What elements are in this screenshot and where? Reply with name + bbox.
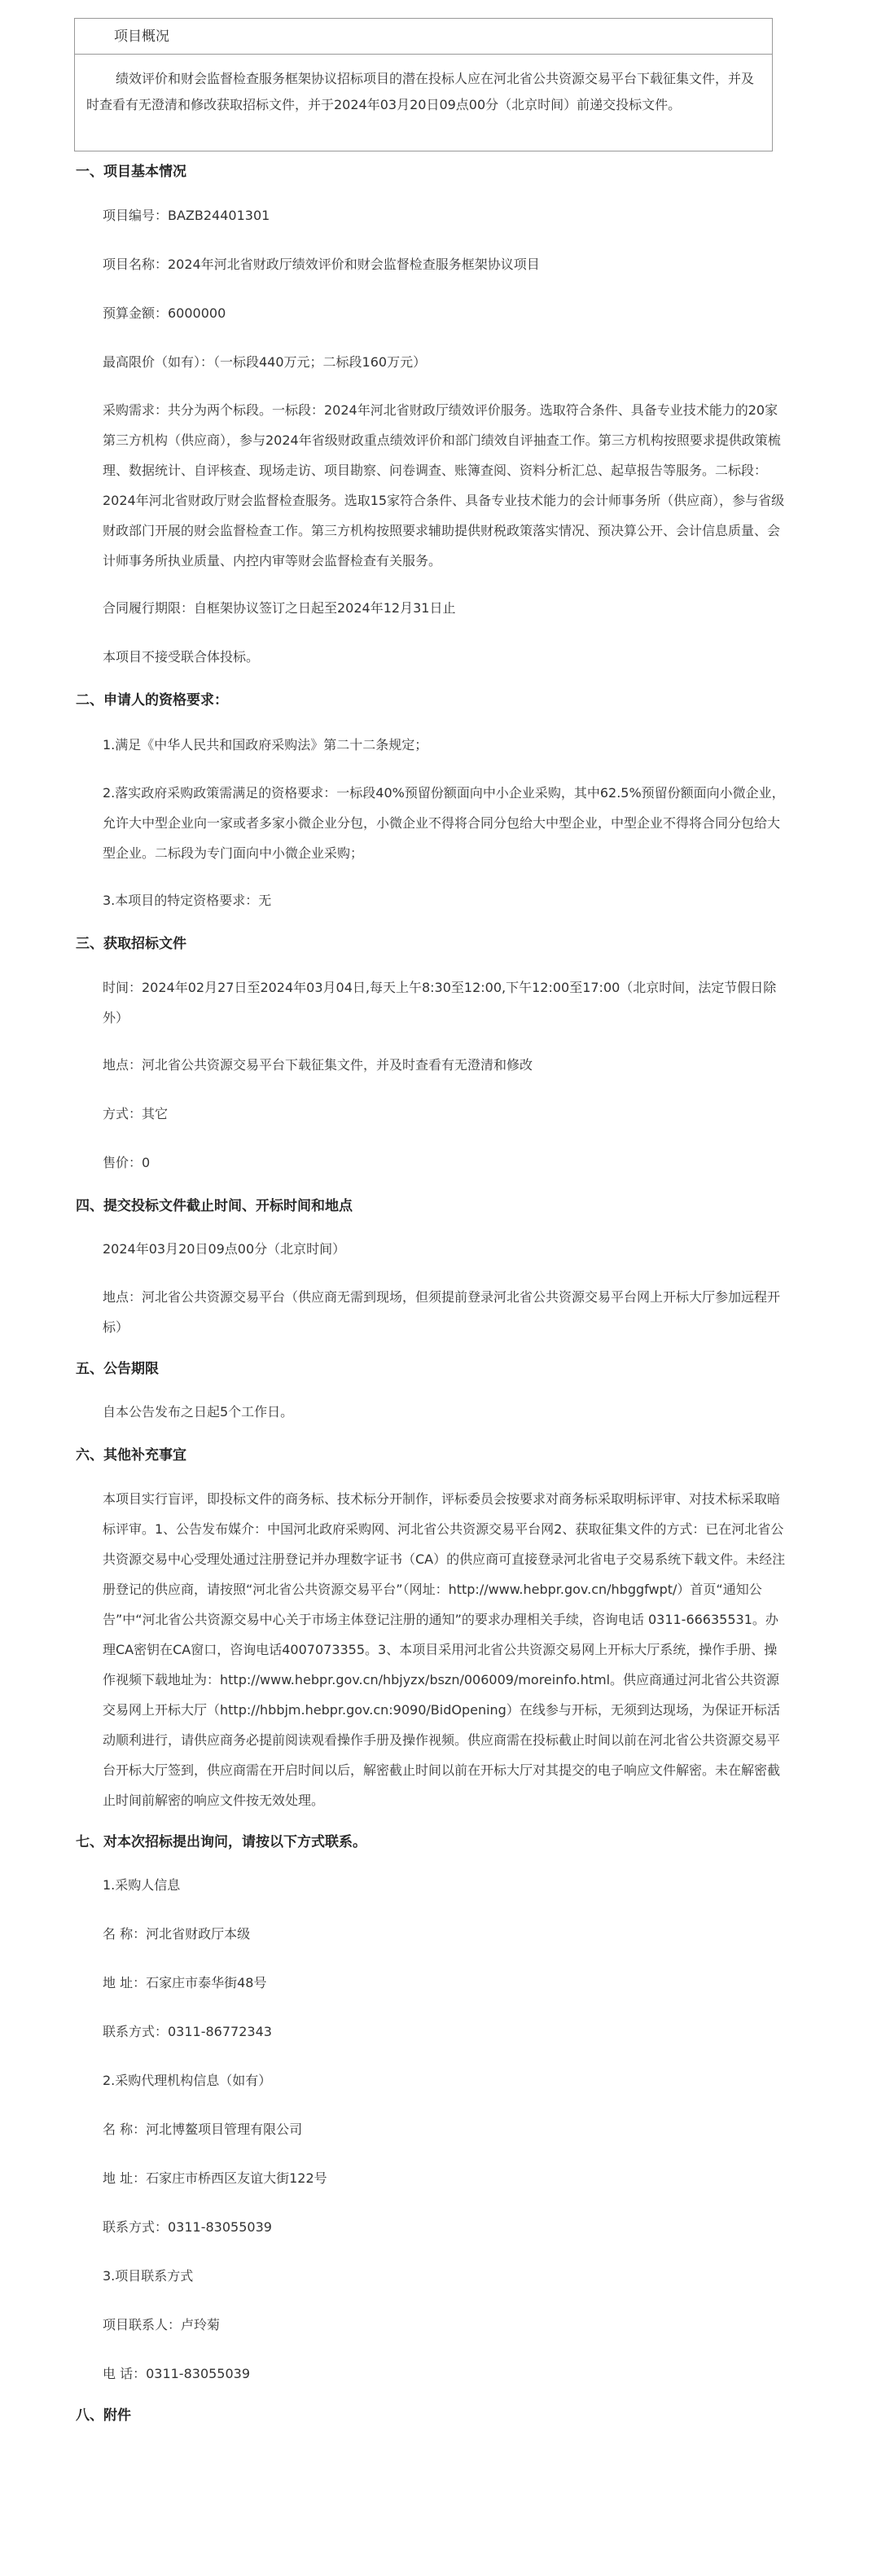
announcement-content xyxy=(76,161,786,2426)
section-supplementary xyxy=(76,1445,786,1815)
project-contact-person: 项目联系人：卢玲菊 xyxy=(103,2317,221,2332)
max-price: 最高限价（如有）：（一标段440万元；二标段160万元） xyxy=(103,354,427,370)
obtain-price: 售价：0 xyxy=(103,1155,151,1170)
section-title: 三、获取招标文件 xyxy=(76,936,186,952)
overview-title: 项目概况 xyxy=(75,19,772,55)
project-contact-phone: 电 话：0311-83055039 xyxy=(103,2366,251,2381)
purchaser-name: 名 称：河北省财政厅本级 xyxy=(103,1926,251,1942)
project-contact-heading: 3.项目联系方式 xyxy=(103,2268,194,2284)
agency-heading: 2.采购代理机构信息（如有） xyxy=(103,2073,272,2088)
section-title: 二、申请人的资格要求： xyxy=(76,692,228,709)
section-obtain-documents xyxy=(76,933,786,1178)
section-attachments xyxy=(76,2405,786,2426)
opening-location: 地点：河北省公共资源交易平台（供应商无需到现场，但须提前登录河北省公共资源交易平台网上开标大厅参加远程开标） xyxy=(103,1289,781,1335)
qualification-item: 3.本项目的特定资格要求：无 xyxy=(103,893,272,908)
contract-period: 合同履行期限：自框架协议签订之日起至2024年12月31日止 xyxy=(103,600,456,616)
procurement-requirements: 采购需求：共分为两个标段。一标段：2024年河北省财政厅绩效评价服务。选取符合条件、具备专业技术能力的20家第三方机构（供应商），参与2024年省级财政重点绩效评价和部门绩效自评抽查工作。第三方机构按照要求提供政策梳理、数据统计、自评核查、现场走访、项目勘察、问卷调查、账簿查阅、资料分析汇总、起草报告等服务。二标段：2024年河北省财政厅财会监督检查服务。选取15家符合条件、具备专业技术能力的会计师事务所（供应商），参与省级财政部门开展的财会监督检查工作。第三方机构按照要求辅助提供财税政策落实情况、预决算公开、会计信息质量、会计师事务所执业质量、内控内审等财会监督检查有关服务。 xyxy=(103,402,785,568)
section-title: 八、附件 xyxy=(76,2407,131,2424)
supplementary-text: 本项目实行盲评，即投标文件的商务标、技术标分开制作，评标委员会按要求对商务标采取明标评审、对技术标采取暗标评审。1、公告发布媒介：中国河北政府采购网、河北省公共资源交易平台网2、获取征集文件的方式：已在河北省公共资源交易中心受理处通过注册登记并办理数字证书（CA）的供应商可直接登录河北省电子交易系统下载文件。未经注册登记的供应商，请按照“河北省公共资源交易平台”（网址：http://www.hebpr.gov.cn/hbggfwpt/）首页“通知公告”中“河北省公共资源交易中心关于市场主体登记注册的通知”的要求办理相关手续，咨询电话 0311-66635531。办理CA密钥在CA窗口，咨询电话4007073355。3、本项目采用河北省公共资源交易网上开标大厅系统，操作手册、操作视频下载地址为：http://www.hebpr.gov.cn/hbjyzx/bszn/006009/moreinfo.html。供应商通过河北省公共资源交易网上开标大厅（http://hbbjm.hebpr.gov.cn:9090/BidOpening）在线参与开标，无须到达现场，为保证开标活动顺利进行，请供应商务必提前阅读观看操作手册及操作视频。供应商需在投标截止时间以前在河北省公共资源交易平台开标大厅签到，供应商需在开启时间以后，解密截止时间以前在开标大厅对其提交的电子响应文件解密。未在解密截止时间前解密的响应文件按无效处理。 xyxy=(103,1491,786,1808)
qualification-item: 1.满足《中华人民共和国政府采购法》第二十二条规定； xyxy=(103,737,428,753)
project-number: 项目编号：BAZB24401301 xyxy=(103,208,270,223)
qualification-item: 2.落实政府采购政策需满足的资格要求：一标段40%预留份额面向中小企业采购，其中62.5%预留份额面向小微企业，允许大中型企业向一家或者多家小微企业分包，小微企业不得将合同分包给大中型企业，中型企业不得将合同分包给大型企业。二标段为专门面向中小微企业采购； xyxy=(103,785,785,861)
purchaser-address: 地 址：石家庄市泰华街48号 xyxy=(103,1975,267,1990)
project-name: 项目名称：2024年河北省财政厅绩效评价和财会监督检查服务框架协议项目 xyxy=(103,257,540,272)
obtain-time: 时间：2024年02月27日至2024年03月04日,每天上午8:30至12:00,下午12:00至17:00（北京时间，法定节假日除外） xyxy=(103,980,777,1025)
section-qualifications xyxy=(76,690,786,915)
budget-amount: 预算金额：6000000 xyxy=(103,305,226,321)
notice-period: 自本公告发布之日起5个工作日。 xyxy=(103,1404,294,1420)
consortium-note: 本项目不接受联合体投标。 xyxy=(103,649,260,665)
project-overview-box xyxy=(74,18,773,151)
section-deadline xyxy=(76,1196,786,1342)
purchaser-heading: 1.采购人信息 xyxy=(103,1877,181,1893)
section-title: 六、其他补充事宜 xyxy=(76,1447,186,1464)
section-contact xyxy=(76,1832,786,2389)
agency-name: 名 称：河北博鳌项目管理有限公司 xyxy=(103,2122,303,2137)
section-title: 五、公告期限 xyxy=(76,1361,159,1377)
section-title: 四、提交投标文件截止时间、开标时间和地点 xyxy=(76,1198,353,1214)
purchaser-phone: 联系方式：0311-86772343 xyxy=(103,2024,272,2039)
section-basic-info xyxy=(76,161,786,672)
section-title: 七、对本次招标提出询问，请按以下方式联系。 xyxy=(76,1834,366,1850)
obtain-location: 地点：河北省公共资源交易平台下载征集文件，并及时查看有无澄清和修改 xyxy=(103,1057,533,1073)
deadline-time: 2024年03月20日09点00分（北京时间） xyxy=(103,1241,346,1257)
obtain-method: 方式：其它 xyxy=(103,1106,169,1121)
section-notice-period xyxy=(76,1358,786,1427)
overview-text: 绩效评价和财会监督检查服务框架协议招标项目的潜在投标人应在河北省公共资源交易平台下载征集文件，并及时查看有无澄清和修改获取招标文件，并于2024年03月20日09点00分（北京时间）前递交投标文件。 xyxy=(86,71,755,112)
section-title: 一、项目基本情况 xyxy=(76,164,186,180)
agency-phone: 联系方式：0311-83055039 xyxy=(103,2219,272,2235)
agency-address: 地 址：石家庄市桥西区友谊大街122号 xyxy=(103,2170,327,2186)
